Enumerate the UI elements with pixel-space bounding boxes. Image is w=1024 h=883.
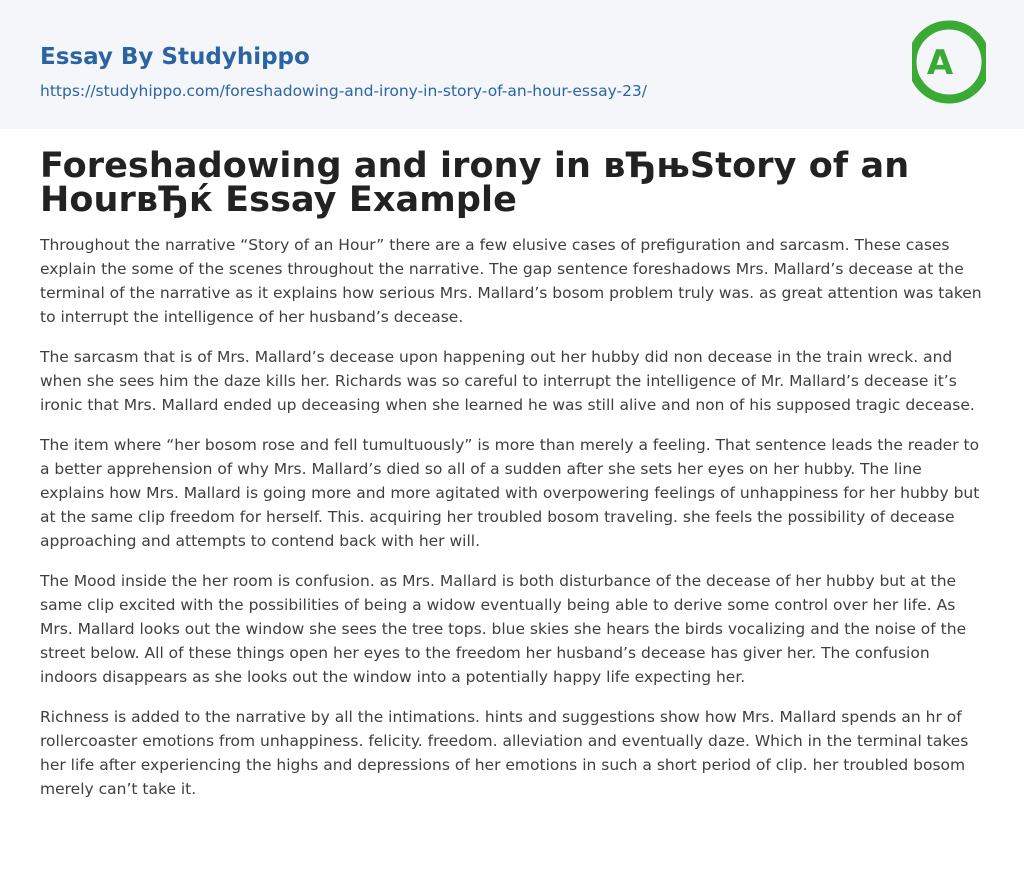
article xyxy=(0,129,1024,801)
article-paragraph: Richness is added to the narrative by all the intimations. hints and suggestions show how Mrs. Mallard spends an hr of rollercoaster emotions from unhappiness. felicity. freedom. alleviation and eventually daze. Which in the terminal takes her life after experiencing the highs and depressions of her emotions in such a short period of clip. her troubled bosom merely can’t take it. xyxy=(40,708,969,798)
site-header xyxy=(0,0,1024,129)
article-paragraph: The Mood inside the her room is confusion. as Mrs. Mallard is both disturbance of the decease of her hubby but at the same clip excited with the possibilities of being a widow eventually being able to derive some control over her life. As Mrs. Mallard looks out the window she sees the tree tops. blue skies she hears the birds vocalizing and the noise of the street below. All of these things open her eyes to the freedom her husband’s decease has giver her. The confusion indoors disappears as she looks out the window into a potentially happy life expecting her. xyxy=(40,572,967,686)
article-paragraph: The sarcasm that is of Mrs. Mallard’s decease upon happening out her hubby did non decease in the train wreck. and when she sees him the daze kills her. Richards was so careful to interrupt the intelligence of Mr. Mallard’s decease it’s ironic that Mrs. Mallard ended up deceasing when she learned he was still alive and non of his supposed tragic decease. xyxy=(40,348,975,414)
page-url-link[interactable]: https://studyhippo.com/foreshadowing-and-irony-in-story-of-an-hour-essay-23/ xyxy=(40,82,648,100)
article-title: Foreshadowing and irony in вЂњStory of an HourвЂќ Essay Example xyxy=(40,146,910,220)
site-brand[interactable]: Essay By Studyhippo xyxy=(40,44,310,70)
logo-icon[interactable] xyxy=(912,19,986,105)
logo-letter: A xyxy=(926,43,954,83)
article-paragraph: Throughout the narrative “Story of an Hour” there are a few elusive cases of prefiguration and sarcasm. These cases explain the some of the scenes throughout the narrative. The gap sentence foreshadows Mrs. Mallard’s decease at the terminal of the narrative as it explains how serious Mrs. Mallard’s bosom problem truly was. as great attention was taken to interrupt the intelligence of her husband’s decease. xyxy=(40,236,982,326)
article-paragraph: The item where “her bosom rose and fell tumultuously” is more than merely a feeling. That sentence leads the reader to a better apprehension of why Mrs. Mallard’s died so all of a sudden after she sets her eyes on her hubby. The line explains how Mrs. Mallard is going more and more agitated with overpowering feelings of unhappiness for her hubby but at the same clip freedom for herself. This. acquiring her troubled bosom traveling. she feels the possibility of decease approaching and attempts to contend back with her will. xyxy=(40,436,980,550)
